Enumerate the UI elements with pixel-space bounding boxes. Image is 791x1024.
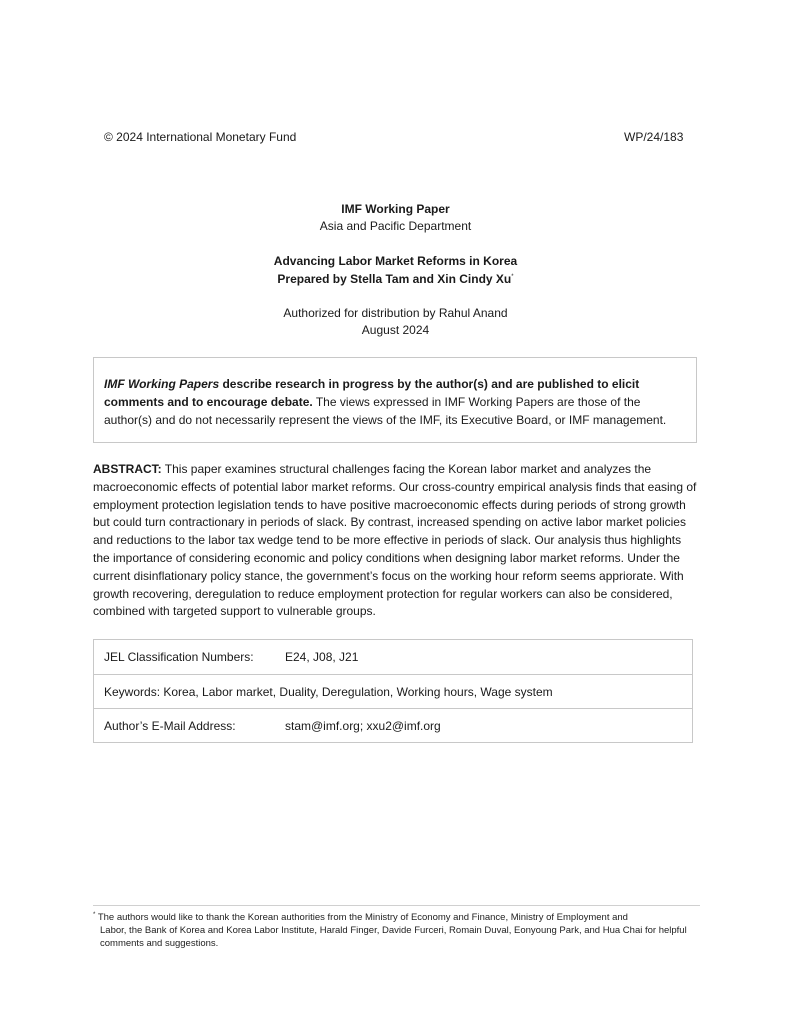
series-title: IMF Working Paper bbox=[341, 202, 450, 216]
email-row bbox=[94, 708, 692, 743]
notice-text bbox=[104, 375, 690, 429]
notice-plain-text: The views expressed in IMF Working Papers are those of the author(s) and do not necessarily represent the views of the IMF, its Executive Board, or IMF management. bbox=[104, 395, 667, 427]
department: Asia and Pacific Department bbox=[319, 219, 472, 233]
footnote-divider bbox=[93, 905, 700, 906]
footnote bbox=[93, 909, 693, 950]
publication-date: August 2024 bbox=[361, 323, 430, 337]
paper-info-table bbox=[93, 639, 693, 743]
notice-italic-lead: IMF Working Papers bbox=[104, 377, 220, 391]
footnote-continuation: Labor, the Bank of Korea and Korea Labor Institute, Harald Finger, Davide Furceri, Romain Duval, Eonyoung Park, and Hua Chai for helpful comments and suggestions. bbox=[100, 925, 687, 950]
paper-title: Advancing Labor Market Reforms in Korea bbox=[273, 254, 518, 268]
author-footnote-mark: * bbox=[511, 274, 514, 280]
authors-line bbox=[0, 272, 791, 286]
prepared-by: Prepared by Stella Tam and Xin Cindy Xu bbox=[277, 272, 512, 286]
jel-label: JEL Classification Numbers: bbox=[104, 650, 254, 664]
working-paper-notice-box bbox=[93, 357, 697, 443]
abstract-text: This paper examines structural challenges facing the Korean labor market and analyzes the macroeconomic effects of potential labor market reforms. Our cross-country empirical analysis finds that easing of employment protection legislation tends to have positive macroeconomic effects during periods of strong growth but could turn contractionary in periods of slack. By contrast, increased spending on active labor market policies and reductions to the labor tax wedge tend to be more effective in periods of slack. Our analysis thus highlights the importance of considering economic and policy conditions when designing labor market reforms. Under the current disinflationary policy stance, the government’s focus on the working hour reform seems appriorate. With growth recovering, deregulation to reduce employment protection for regular workers can also be considered, combined with targeted support to vulnerable groups. bbox=[93, 462, 697, 619]
footnote-mark: * bbox=[93, 912, 96, 918]
abstract-label: ABSTRACT: bbox=[93, 462, 162, 476]
keywords-row bbox=[94, 674, 692, 709]
jel-row bbox=[94, 640, 692, 674]
keywords: Keywords: Korea, Labor market, Duality, Deregulation, Working hours, Wage system bbox=[104, 685, 553, 699]
jel-value: E24, J08, J21 bbox=[285, 650, 359, 664]
notice-bold-text: describe research in progress by the author(s) and are published to elicit comments and to encourage debate. bbox=[104, 377, 640, 409]
copyright-notice: © 2024 International Monetary Fund bbox=[104, 130, 297, 144]
email-label: Author’s E-Mail Address: bbox=[104, 719, 236, 733]
email-value: stam@imf.org; xxu2@imf.org bbox=[285, 719, 441, 733]
authorized-by: Authorized for distribution by Rahul Anand bbox=[283, 306, 508, 320]
footnote-line-1: The authors would like to thank the Korean authorities from the Ministry of Economy and Finance, Ministry of Employment and bbox=[97, 912, 628, 924]
paper-number: WP/24/183 bbox=[624, 130, 684, 144]
abstract bbox=[93, 461, 699, 621]
